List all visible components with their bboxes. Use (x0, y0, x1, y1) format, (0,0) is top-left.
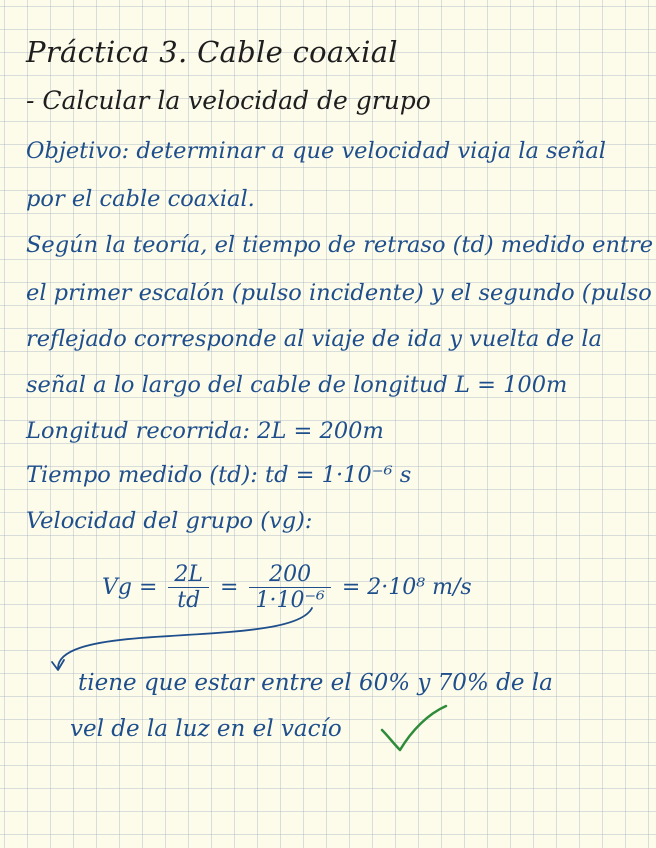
text-line-time: Tiempo medido (td): td = 1·10⁻⁶ s (26, 462, 412, 488)
fraction-denominator: td (177, 588, 201, 613)
formula-lhs: Vg = (102, 575, 158, 600)
text-line-length: Longitud recorrida: 2L = 200m (26, 418, 384, 444)
text-line-theory-1: Según la teoría, el tiempo de retraso (td) medido entre (26, 232, 654, 258)
text-line-theory-2: el primer escalón (pulso incidente) y el segundo (pulso (26, 280, 652, 306)
fraction-2l-over-td (168, 562, 209, 613)
formula-equals: = (220, 575, 239, 600)
text-line-velocity-label: Velocidad del grupo (vg): (26, 508, 313, 534)
fraction-numerator: 200 (249, 562, 330, 588)
note-line-1: tiene que estar entre el 60% y 70% de la (78, 670, 553, 696)
fraction-200-over-time (249, 562, 330, 613)
velocity-formula (98, 562, 476, 613)
note-line-2: vel de la luz en el vacío (70, 716, 342, 742)
page-subtitle: - Calcular la velocidad de grupo (26, 86, 431, 115)
fraction-numerator: 2L (168, 562, 209, 588)
fraction-denominator: 1·10⁻⁶ (255, 588, 325, 613)
text-line-objective: Objetivo: determinar a que velocidad viaja la señal (26, 138, 607, 164)
text-line-objective-cont: por el cable coaxial. (26, 186, 255, 212)
check-icon (378, 700, 450, 756)
text-line-theory-3: reflejado corresponde al viaje de ida y vuelta de la (26, 326, 602, 352)
formula-result: = 2·10⁸ m/s (341, 575, 472, 600)
text-line-theory-4: señal a lo largo del cable de longitud L = 100m (26, 372, 568, 398)
page-title: Práctica 3. Cable coaxial (26, 35, 398, 69)
